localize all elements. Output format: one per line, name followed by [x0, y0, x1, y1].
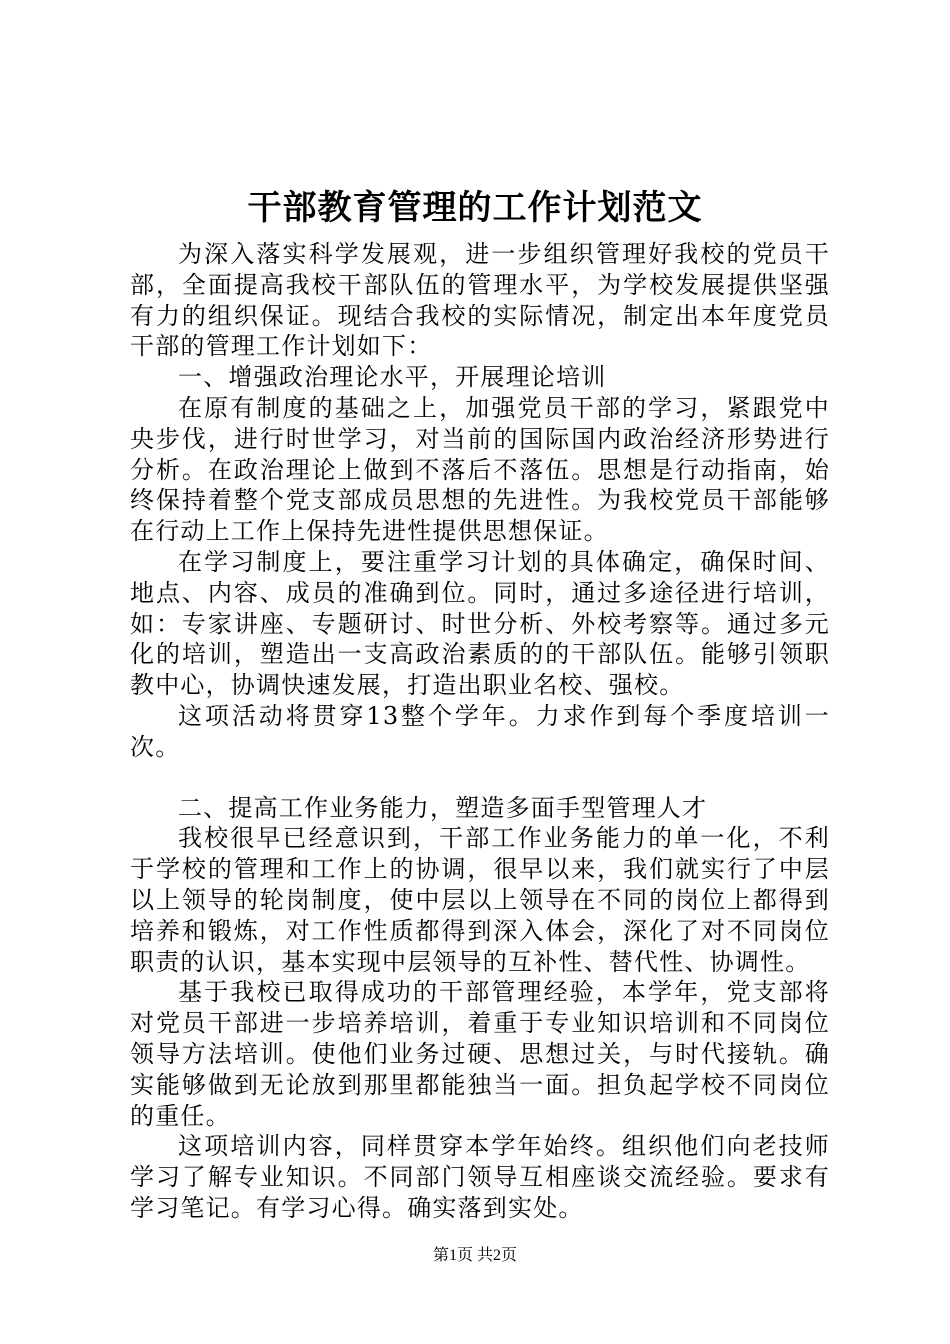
document-title: 干部教育管理的工作计划范文	[247, 188, 703, 228]
section-1-paragraph-3: 这项活动将贯穿13整个学年。力求作到每个季度培训一次。	[130, 701, 830, 761]
section-2-paragraph-3: 这项培训内容，同样贯穿本学年始终。组织他们向老技师学习了解专业知识。不同部门领导互相座谈交流经验。要求有学习笔记。有学习心得。确实落到实处。	[130, 1132, 830, 1222]
intro-paragraph: 为深入落实科学发展观，进一步组织管理好我校的党员干部，全面提高我校干部队伍的管理水平，为学校发展提供坚强有力的组织保证。现结合我校的实际情况，制定出本年度党员干部的管理工作计划如下：	[130, 240, 830, 361]
paragraph-spacer	[130, 763, 830, 793]
page-footer: 第1页 共2页	[432, 1247, 517, 1264]
section-2-paragraph-1: 我校很早已经意识到，干部工作业务能力的单一化，不利于学校的管理和工作上的协调，很早以来，我们就实行了中层以上领导的轮岗制度，使中层以上领导在不同的岗位上都得到培养和锻炼，对工作性质都得到深入体会，深化了对不同岗位职责的认识，基本实现中层领导的互补性、替代性、协调性。	[130, 824, 830, 976]
document-body	[130, 239, 830, 1224]
section-heading-1: 一、增强政治理论水平，开展理论培训	[178, 363, 607, 392]
section-2-paragraph-2: 基于我校已取得成功的干部管理经验，本学年，党支部将对党员干部进一步培养培训，着重于专业知识培训和不同岗位领导方法培训。使他们业务过硬、思想过关，与时代接轨。确实能够做到无论放到那里都能独当一面。担负起学校不同岗位的重任。	[130, 978, 830, 1130]
section-heading-2: 二、提高工作业务能力，塑造多面手型管理人才	[178, 793, 708, 822]
section-1-paragraph-1: 在原有制度的基础之上，加强党员干部的学习，紧跟党中央步伐，进行时世学习，对当前的国际国内政治经济形势进行分析。在政治理论上做到不落后不落伍。思想是行动指南，始终保持着整个党支部成员思想的先进性。为我校党员干部能够在行动上工作上保持先进性提供思想保证。	[130, 393, 830, 546]
section-1-paragraph-2: 在学习制度上，要注重学习计划的具体确定，确保时间、地点、内容、成员的准确到位。同时，通过多途径进行培训，如：专家讲座、专题研讨、时世分析、外校考察等。通过多元化的培训，塑造出一支高政治素质的的干部队伍。能够引领职教中心，协调快速发展，打造出职业名校、强校。	[130, 547, 830, 700]
